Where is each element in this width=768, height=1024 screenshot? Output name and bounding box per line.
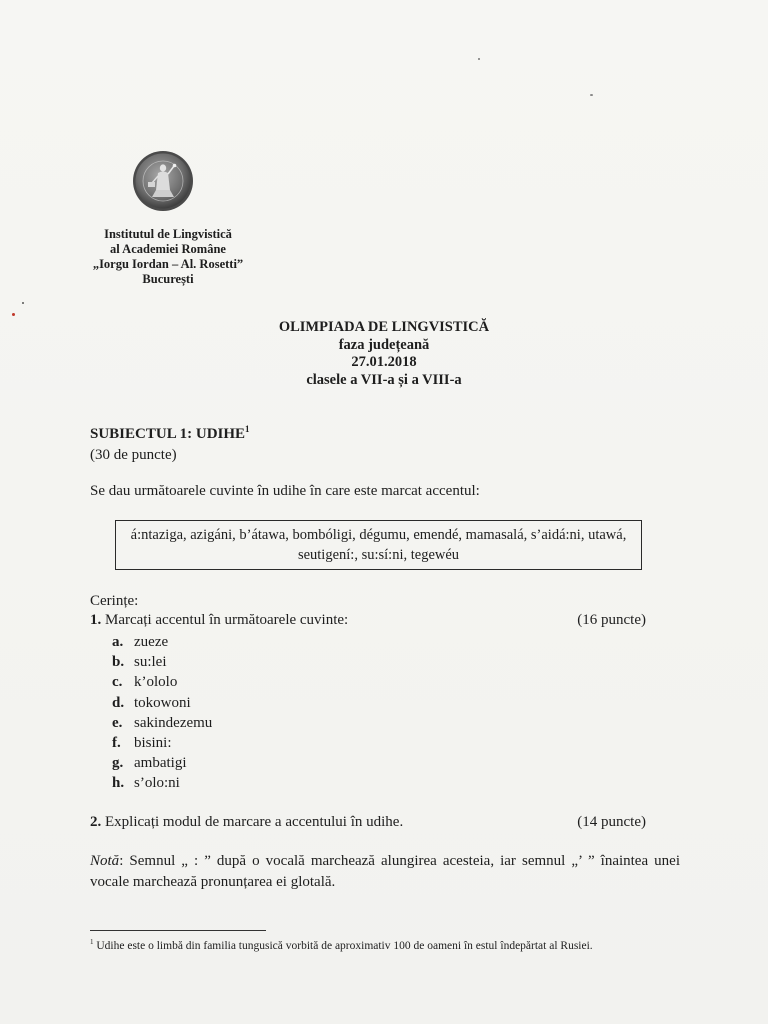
list-item-word: zueze	[134, 634, 169, 650]
task-1	[90, 612, 348, 629]
list-item	[112, 693, 212, 713]
list-item-letter: b.	[112, 654, 125, 671]
scan-speck	[590, 94, 593, 96]
list-item-letter: a.	[112, 634, 124, 650]
list-item-letter: f.	[112, 735, 121, 752]
list-item-letter: c.	[112, 674, 123, 691]
task-number: 1.	[90, 612, 102, 628]
word-box-line: á:ntaziga, azigáni, b’átawa, bombóligi, dégumu, emendé, mamasalá, s’aidá:ni, utawá,	[130, 527, 627, 543]
intro-text: Se dau următoarele cuvinte în udihe în care este marcat accentul:	[90, 483, 480, 499]
list-item-letter: e.	[112, 714, 123, 731]
institute-line: București	[142, 272, 194, 286]
competition-date: 27.01.2018	[351, 354, 417, 370]
subject-points: (30 de puncte)	[90, 447, 177, 463]
footnote-mark: 1	[90, 938, 94, 947]
task-1-points: (16 puncte)	[577, 612, 646, 628]
competition-grades: clasele a VII-a și a VIII-a	[306, 371, 462, 388]
word-box-line: seutigení:, su:sí:ni, tegewéu	[297, 547, 460, 563]
competition-title: OLIMPIADA DE LINGVISTICĂ	[278, 319, 490, 335]
list-item	[112, 652, 212, 672]
task-text: Marcați accentul în următoarele cuvinte:	[105, 612, 349, 628]
institute-line: al Academiei Române	[110, 242, 226, 256]
list-item-word: su:lei	[134, 654, 167, 671]
list-item-word: s’olo:ni	[134, 775, 180, 792]
list-item	[112, 733, 212, 753]
exam-title-block	[0, 319, 768, 389]
institute-line: „Iorgu Iordan – Al. Rosetti”	[92, 257, 244, 271]
scan-speck	[478, 58, 480, 60]
list-item-letter: d.	[112, 694, 125, 711]
academy-seal-logo	[132, 150, 194, 212]
list-item-word: sakindezemu	[134, 714, 213, 731]
task-1-word-list	[112, 632, 212, 794]
list-item	[112, 713, 212, 733]
task-2-points: (14 puncte)	[577, 814, 646, 830]
list-item-letter: g.	[112, 755, 124, 772]
task-2	[90, 814, 403, 831]
list-item	[112, 773, 212, 793]
task-number: 2.	[90, 814, 102, 830]
scan-speck	[12, 313, 15, 316]
requirements-label: Cerințe:	[90, 593, 139, 609]
institute-name	[88, 227, 248, 287]
list-item-word: k’ololo	[134, 674, 178, 691]
list-item-word: bisini:	[134, 735, 172, 752]
list-item-letter: h.	[112, 775, 125, 792]
task-text: Explicați modul de marcare a accentului în udihe.	[105, 814, 404, 830]
accented-words-box	[115, 520, 642, 570]
list-item	[112, 632, 212, 652]
footnote	[90, 940, 593, 952]
list-item-word: tokowoni	[134, 694, 191, 711]
list-item-word: ambatigi	[134, 755, 187, 772]
list-item	[112, 753, 212, 773]
note-paragraph	[90, 851, 680, 893]
subject-title-text: SUBIECTUL 1: UDIHE	[90, 426, 246, 442]
competition-phase: faza județeană	[338, 336, 430, 353]
note-text: : Semnul „ : ” după o vocală marchează alungirea acesteia, iar semnul „’ ” înaintea unei vocale marchează pronunțarea ei glotală.	[90, 853, 680, 890]
list-item	[112, 672, 212, 692]
note-label: Notă	[90, 853, 120, 869]
institute-line: Institutul de Lingvistică	[104, 227, 232, 241]
footnote-divider	[90, 930, 266, 931]
subject-title	[90, 426, 250, 443]
scan-speck	[22, 302, 24, 304]
footnote-text: Udihe este o limbă din familia tungusică vorbită de aproximativ 100 de oameni în estul îndepărtat al Rusiei.	[93, 940, 593, 952]
footnote-reference: 1	[245, 424, 250, 434]
